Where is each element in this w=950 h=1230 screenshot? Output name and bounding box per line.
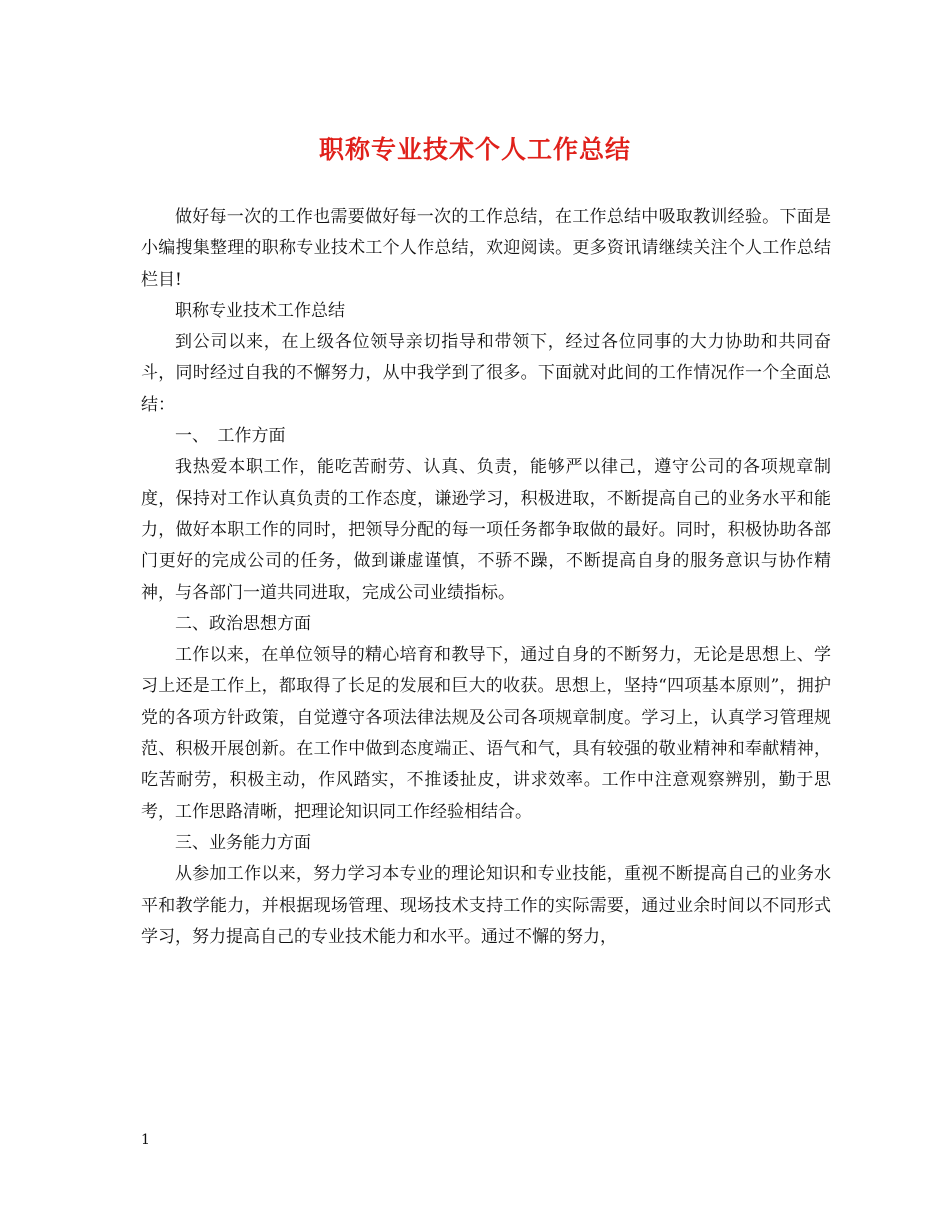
section-heading-ability: 三、业务能力方面 (175, 832, 311, 853)
page-number: 1 (141, 1132, 150, 1148)
document-body (141, 202, 831, 953)
document-title: 职称专业技术个人工作总结 (318, 135, 631, 164)
section-heading-work: 一、 工作方面 (175, 426, 286, 447)
section-title: 职称专业技术工作总结 (175, 300, 345, 321)
body-paragraph: 到公司以来，在上级各位领导亲切指导和带领下，经过各位同事的大力协助和共同奋斗，同时经过自我的不懈努力，从中我学到了很多。下面就对此间的工作情况作一个全面总结： (141, 332, 831, 415)
intro-paragraph: 做好每一次的工作也需要做好每一次的工作总结，在工作总结中吸取教训经验。下面是小编搜集整理的职称专业技术工个人作总结，欢迎阅读。更多资讯请继续关注个人工作总结栏目! (141, 207, 831, 290)
section-heading-politics: 二、政治思想方面 (175, 613, 311, 634)
body-paragraph: 从参加工作以来，努力学习本专业的理论知识和专业技能，重视不断提高自己的业务水平和教学能力，并根据现场管理、现场技术支持工作的实际需要，通过业余时间以不同形式学习，努力提高自己的专业技术能力和水平。通过不懈的努力， (141, 864, 831, 947)
body-paragraph: 工作以来，在单位领导的精心培育和教导下，通过自身的不断努力，无论是思想上、学习上还是工作上，都取得了长足的发展和巨大的收获。思想上，坚持“四项基本原则”，拥护党的各项方针政策，自觉遵守各项法律法规及公司各项规章制度。学习上，认真学习管理规范、积极开展创新。在工作中做到态度端正、语气和气，具有较强的敬业精神和奉献精神，吃苦耐劳，积极主动，作风踏实，不推诿扯皮，讲求效率。工作中注意观察辨别，勤于思考，工作思路清晰，把理论知识同工作经验相结合。 (141, 645, 831, 822)
body-paragraph: 我热爱本职工作，能吃苦耐劳、认真、负责，能够严以律己，遵守公司的各项规章制度，保持对工作认真负责的工作态度，谦逊学习，积极进取，不断提高自己的业务水平和能力，做好本职工作的同时，把领导分配的每一项任务都争取做的最好。同时，积极协助各部门更好的完成公司的任务，做到谦虚谨慎，不骄不躁，不断提高自身的服务意识与协作精神，与各部门一道共同进取，完成公司业绩指标。 (141, 457, 831, 603)
